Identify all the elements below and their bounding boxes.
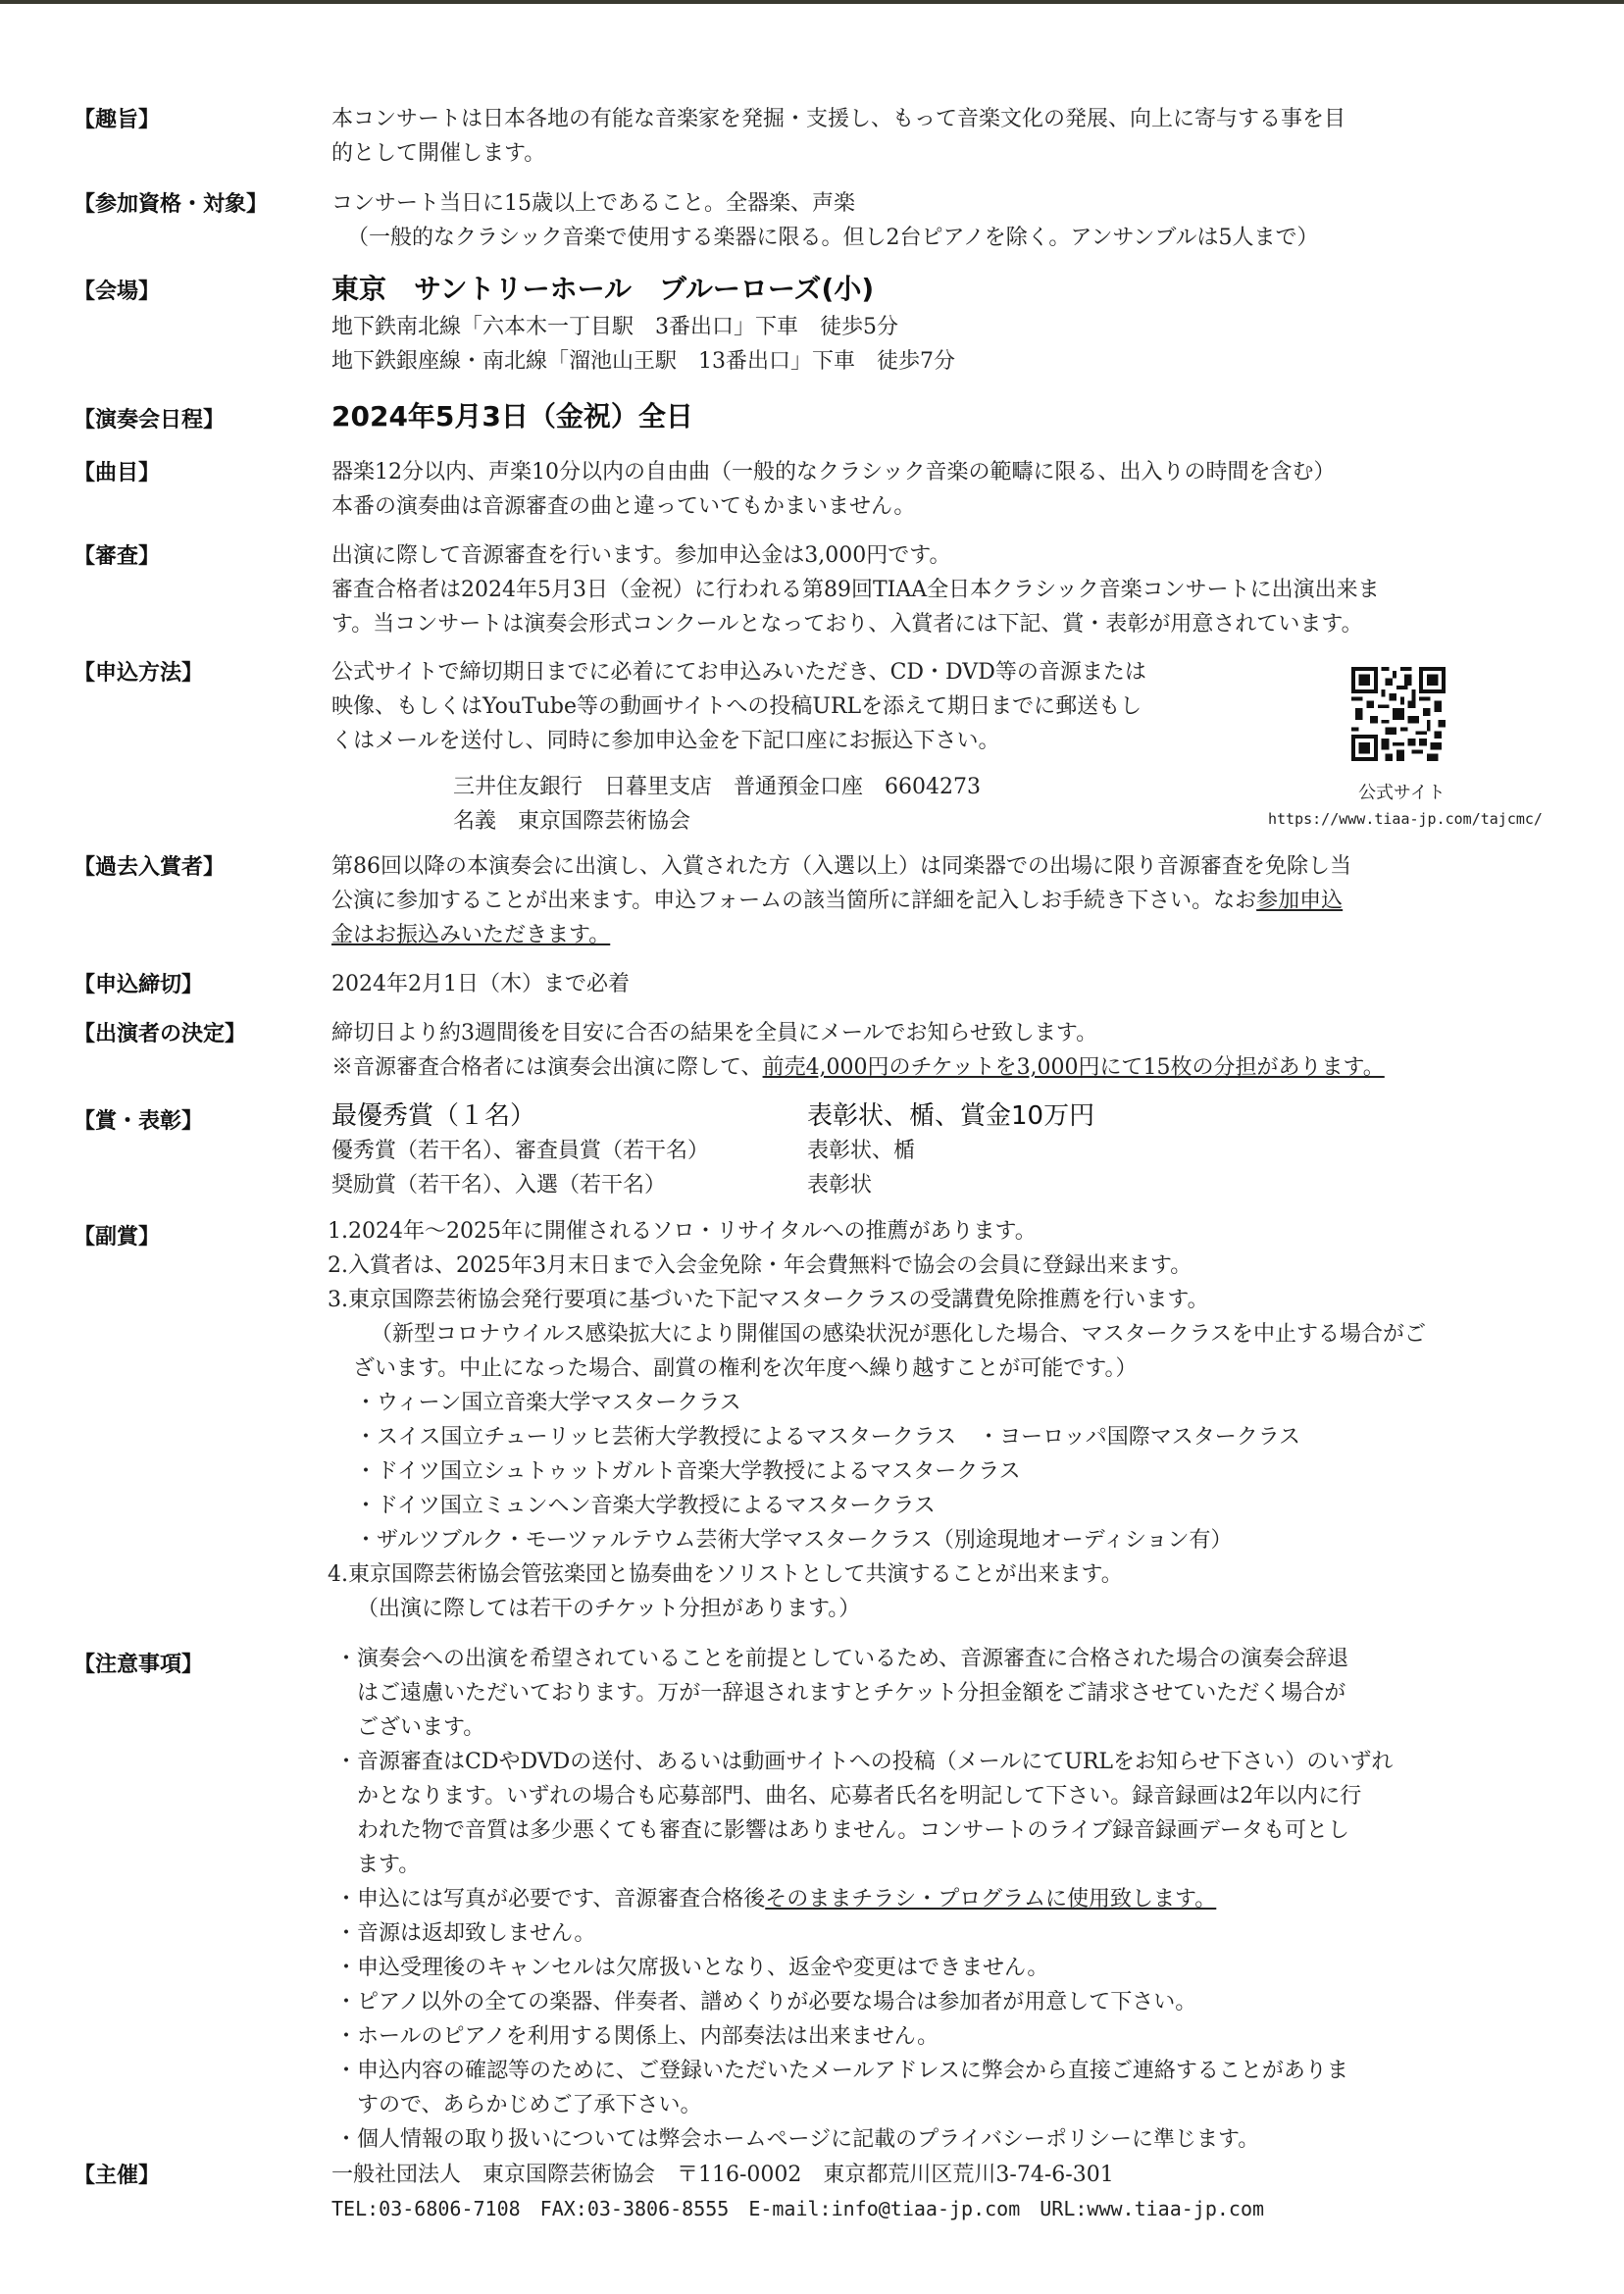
- concert-date: 2024年5月3日（金祝）全日: [331, 400, 693, 433]
- organizer-line-1: 一般社団法人 東京国際芸術協会 〒116-0002 東京都荒川区荒川3-74-6-301: [331, 2163, 1114, 2187]
- eligibility-line-2: （一般的なクラシック音楽で使用する楽器に限る。但し2台ピアノを除く。アンサンブルは5人まで）: [347, 226, 1319, 250]
- note-9: ・個人情報の取り扱いについては弊会ホームページに記載のプライバシーポリシーに準じます。: [335, 2127, 1260, 2152]
- screening-text: [331, 538, 1526, 641]
- past-winners-line-2a: 公演に参加することが出来ます。申込フォームの該当箇所に詳細を記入しお手続き下さい。なお: [331, 889, 1257, 913]
- label-application: 【申込方法】: [74, 661, 204, 686]
- label-past-winners: 【過去入賞者】: [74, 855, 226, 880]
- repertoire-text: [331, 455, 1526, 524]
- account-holder: 名義 東京国際芸術協会: [453, 809, 691, 834]
- label-extra-prizes: 【副賞】: [74, 1225, 161, 1249]
- prize-3-name: 奨励賞（若干名）、入選（若干名）: [331, 1173, 667, 1198]
- qr-caption: 公式サイト: [1358, 783, 1446, 803]
- note-2-line-1: ・音源審査はCDやDVDの送付、あるいは動画サイトへの投稿（メールにてURLをお知らせ下さい）のいずれ: [335, 1750, 1394, 1774]
- repertoire-line-2: 本番の演奏曲は音源審査の曲と違っていてもかまいません。: [331, 494, 916, 519]
- label-organizer: 【主催】: [74, 2164, 161, 2188]
- note-5: ・申込受理後のキャンセルは欠席扱いとなり、返金や変更はできません。: [335, 1956, 1049, 1980]
- note-6: ・ピアノ以外の全ての楽器、伴奏者、譜めくりが必要な場合は参加者が用意して下さい。: [335, 1990, 1197, 2014]
- decision-line-1: 締切日より約3週間後を目安に合否の結果を全員にメールでお知らせ致します。: [331, 1021, 1098, 1045]
- note-2-line-4: ます。: [357, 1853, 421, 1877]
- extra-item-1: 1.2024年～2025年に開催されるソロ・リサイタルへの推薦があります。: [328, 1219, 1037, 1244]
- masterclass-4: ・ドイツ国立ミュンヘン音楽大学教授によるマスタークラス: [355, 1494, 936, 1518]
- note-7: ・ホールのピアノを利用する関係上、内部奏法は出来ません。: [335, 2024, 939, 2049]
- purpose-text: [331, 102, 1526, 171]
- masterclass-5: ・ザルツブルク・モーツァルテウム芸術大学マスタークラス（別途現地オーディション有）: [355, 1528, 1233, 1553]
- notes-text: [335, 1642, 1526, 2157]
- decision-line-2: [331, 1050, 1526, 1085]
- decision-line-2b: 前売4,000円のチケットを3,000円にて15枚の分担があります。: [762, 1055, 1385, 1080]
- label-prizes: 【賞・表彰】: [74, 1109, 204, 1134]
- label-screening: 【審査】: [74, 544, 161, 569]
- qr-url-link[interactable]: https://www.tiaa-jp.com/tajcmc/: [1268, 810, 1543, 828]
- masterclass-1: ・ウィーン国立音楽大学マスタークラス: [355, 1391, 741, 1415]
- note-8-line-1: ・申込内容の確認等のために、ご登録いただいたメールアドレスに弊会から直接ご連絡することがありま: [335, 2059, 1348, 2083]
- label-deadline: 【申込締切】: [74, 973, 204, 997]
- screening-line-2: 審査合格者は2024年5月3日（金祝）に行われる第89回TIAA全日本クラシック音楽コンサートに出演出来ま: [331, 578, 1380, 602]
- note-4: ・音源は返却致しません。: [335, 1921, 596, 1946]
- application-line-2: 映像、もしくはYouTube等の動画サイトへの投稿URLを添えて期日までに郵送もし: [331, 694, 1142, 719]
- past-winners-line-3: [331, 918, 1526, 952]
- venue-text: [331, 269, 1526, 379]
- past-winners-line-3-text: 金はお振込みいただきます。: [331, 923, 611, 947]
- deadline-value: 2024年2月1日（木）まで必着: [331, 972, 630, 996]
- extra-item-4: 4.東京国際芸術協会管弦楽団と協奏曲をソリストとして共演することが出来ます。: [328, 1562, 1123, 1587]
- note-2-line-3: われた物で音質は多少悪くても審査に影響はありません。コンサートのライブ録音録画データも可とし: [357, 1818, 1350, 1843]
- application-line-3: くはメールを送付し、同時に参加申込金を下記口座にお振込下さい。: [331, 729, 1000, 753]
- screening-line-1: 出演に際して音源審査を行います。参加申込金は3,000円です。: [331, 543, 951, 568]
- label-date: 【演奏会日程】: [74, 408, 226, 433]
- application-line-1: 公式サイトで締切期日までに必着にてお申込みいただき、CD・DVD等の音源または: [331, 660, 1146, 685]
- organizer-text: [331, 2158, 1526, 2226]
- note-8-line-2: すので、あらかじめご了承下さい。: [357, 2093, 702, 2117]
- organizer-contact: TEL:03-6806-7108 FAX:03-3806-8555 E-mail:info@tiaa-jp.com URL:www.tiaa-jp.com: [331, 2197, 1265, 2220]
- purpose-line-2: 的として開催します。: [331, 141, 546, 166]
- deadline-text: [331, 967, 1526, 1001]
- note-1-line-1: ・演奏会への出演を希望されていることを前提としているため、音源審査に合格された場合の演奏会辞退: [335, 1647, 1349, 1671]
- extra-item-2: 2.入賞者は、2025年3月末日まで入会金免除・年会費無料で協会の会員に登録出来ます。: [328, 1253, 1193, 1278]
- past-winners-text: [331, 849, 1526, 952]
- masterclass-2: ・スイス国立チューリッヒ芸術大学教授によるマスタークラス ・ヨーロッパ国際マスタークラス: [355, 1425, 1301, 1450]
- screening-line-3: す。当コンサートは演奏会形式コンクールとなっており、入賞者には下記、賞・表彰が用意されています。: [331, 612, 1363, 637]
- prize-top-award: 表彰状、楯、賞金10万円: [807, 1101, 1095, 1131]
- date-text: [331, 396, 1526, 437]
- purpose-line-1: 本コンサートは日本各地の有能な音楽家を発掘・支援し、もって音楽文化の発展、向上に寄与する事を目: [331, 107, 1346, 131]
- past-winners-line-1: 第86回以降の本演奏会に出演し、入賞された方（入選以上）は同楽器での出場に限り音源審査を免除し当: [331, 854, 1351, 879]
- prize-3-award: 表彰状: [807, 1173, 873, 1198]
- extra-note-1: （新型コロナウイルス感染拡大により開催国の感染状況が悪化した場合、マスタークラスを中止する場合がご: [371, 1322, 1427, 1347]
- prize-2-name: 優秀賞（若干名）、審査員賞（若干名）: [331, 1139, 710, 1163]
- past-winners-line-2b: 参加申込: [1256, 889, 1344, 913]
- decision-line-2a: ※音源審査合格者には演奏会出演に際して、: [331, 1055, 763, 1080]
- label-venue: 【会場】: [74, 280, 161, 304]
- venue-name: 東京 サントリーホール ブルーローズ(小): [331, 273, 875, 305]
- prize-2-award: 表彰状、楯: [807, 1139, 916, 1163]
- label-notes: 【注意事項】: [74, 1653, 204, 1677]
- venue-access-1: 地下鉄南北線「六本木一丁目駅 3番出口」下車 徒歩5分: [331, 315, 898, 339]
- label-repertoire: 【曲目】: [74, 461, 161, 485]
- extra-prizes-text: [328, 1214, 1526, 1626]
- extra-item-4-note: （出演に際しては若干のチケット分担があります。）: [357, 1597, 861, 1621]
- note-1-line-3: ございます。: [357, 1715, 485, 1740]
- decision-text: [331, 1016, 1526, 1085]
- note-3: [335, 1882, 1526, 1916]
- venue-access-2: 地下鉄銀座線・南北線「溜池山王駅 13番出口」下車 徒歩7分: [331, 349, 955, 374]
- extra-note-2: ざいます。中止になった場合、副賞の権利を次年度へ繰り越すことが可能です。）: [353, 1356, 1138, 1381]
- qr-code-icon[interactable]: [1351, 667, 1446, 761]
- eligibility-line-1: コンサート当日に15歳以上であること。全器楽、声楽: [331, 191, 855, 216]
- top-border: [0, 0, 1624, 4]
- prizes-table: [331, 1098, 1526, 1202]
- prize-top-name: 最優秀賞（１名）: [331, 1101, 536, 1131]
- bank-account: 三井住友銀行 日暮里支店 普通預金口座 6604273: [453, 775, 981, 799]
- masterclass-3: ・ドイツ国立シュトゥットガルト音楽大学教授によるマスタークラス: [355, 1459, 1021, 1484]
- extra-item-3: 3.東京国際芸術協会発行要項に基づいた下記マスタークラスの受講費免除推薦を行います。: [328, 1288, 1209, 1312]
- note-3b: そのままチラシ・プログラムに使用致します。: [765, 1887, 1217, 1912]
- past-winners-line-2: [331, 884, 1526, 918]
- label-eligibility: 【参加資格・対象】: [74, 192, 269, 217]
- label-decision: 【出演者の決定】: [74, 1022, 247, 1046]
- note-3a: ・申込には写真が必要です、音源審査合格後: [335, 1887, 766, 1912]
- eligibility-text: [331, 186, 1526, 255]
- note-2-line-2: かとなります。いずれの場合も応募部門、曲名、応募者氏名を明記して下さい。録音録画は2年以内に行: [357, 1784, 1362, 1809]
- repertoire-line-1: 器楽12分以内、声楽10分以内の自由曲（一般的なクラシック音楽の範疇に限る、出入りの時間を含む）: [331, 460, 1336, 484]
- label-purpose: 【趣旨】: [74, 108, 161, 132]
- note-1-line-2: はご遠慮いただいております。万が一辞退されますとチケット分担金額をご請求させていただく場合が: [357, 1681, 1346, 1706]
